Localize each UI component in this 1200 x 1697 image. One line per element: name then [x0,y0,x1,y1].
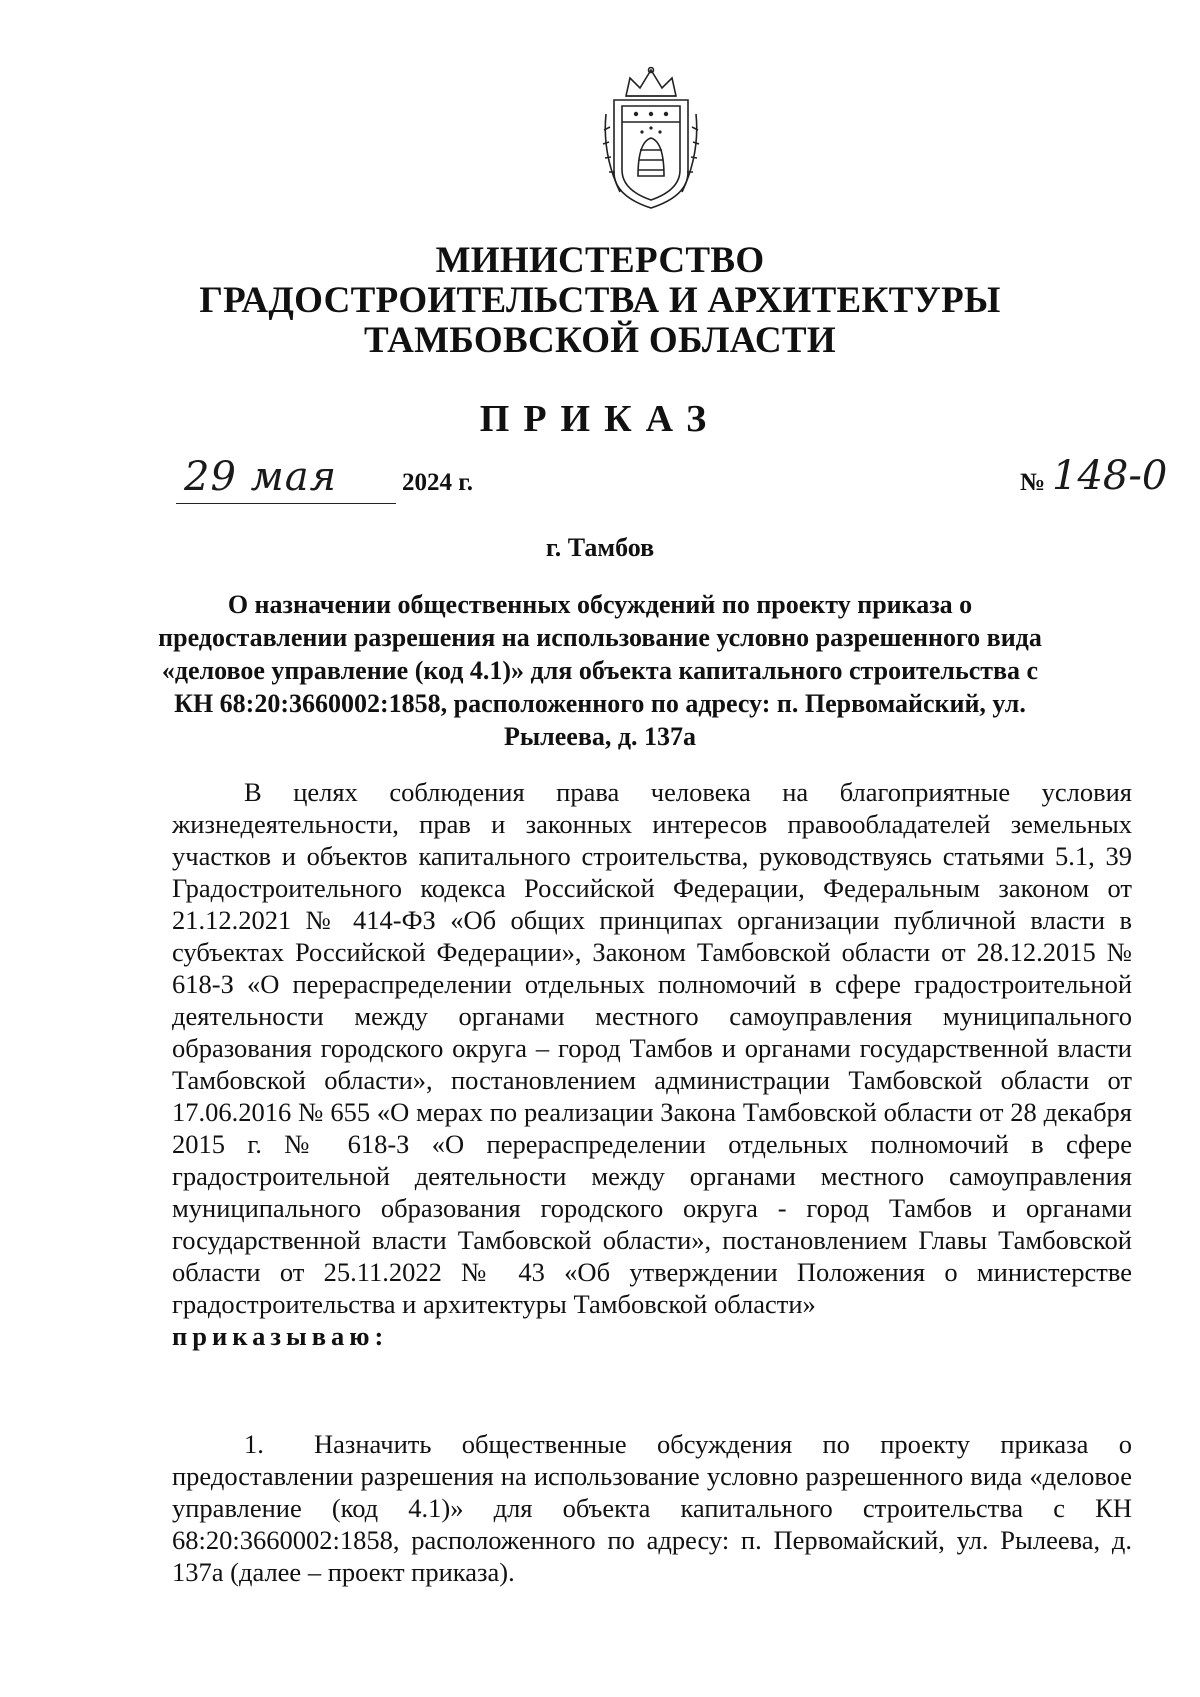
document-year: 2024 г. [402,469,474,496]
city-line: г. Тамбов [545,533,655,562]
preamble-paragraph [172,776,1132,1352]
ministry-name-line-1: МИНИСТЕРСТВО [435,240,765,281]
preamble-text: В целях соблюдения права человека на благоприятные условия жизнедеятельности, прав и законных интересов правообладателей земельных участков и объектов капитального строительства, руководствуясь статьями 5.1, 39 Градостроительного кодекса Российской Федерации, Федеральным законом от 21.12.2021 № 414-ФЗ «Об общих принципах организации публичной власти в субъектах Российской Федерации», Законом Тамбовской области от 28.12.2015 № 618-З «О перераспределении отдельных полномочий в сфере градостроительной деятельности между органами местного самоуправления муниципального образования городского округа – город Тамбов и органами государственной власти Тамбовской области», постановлением администрации Тамбовской области от 17.06.2016 № 655 «О мерах по реализации Закона Тамбовской области от 28 декабря 2015 г. № 618-З «О перераспределении отдельных полномочий в сфере градостроительной деятельности между органами местного самоуправления муниципального образования городского округа - город Тамбов и органами государственной власти Тамбовской области», постановлением Главы Тамбовской области от 25.11.2022 № 43 «Об утверждении Положения о министерстве градостроительства и архитектуры Тамбовской области» [172,777,1132,1319]
handwritten-date: 29 мая [184,454,338,500]
number-label: № [1020,469,1046,496]
order-word: приказываю: [172,1321,389,1351]
tambov-coat-of-arms-icon [596,64,706,214]
ministry-name-line-2: ГРАДОСТРОИТЕЛЬСТВА И АРХИТЕКТУРЫ [199,280,1001,321]
ministry-name-line-3: ТАМБОВСКОЙ ОБЛАСТИ [364,320,836,361]
item-number: 1. [244,1429,264,1459]
handwritten-number: 148-0 [1052,453,1168,499]
item-text: Назначить общественные обсуждения по проекту приказа о предоставлении разрешения на использование условно разрешенного вида «деловое управление (код 4.1)» для объекта капитального строительства с КН 68:20:3660002:1858, расположенного по адресу: п. Первомайский, ул. Рылеева, д. 137а (далее – проект приказа). [172,1429,1132,1587]
order-item-1 [172,1428,1132,1588]
order-subject: О назначении общественных обсуждений по проекту приказа о предоставлении разрешения на использование условно разрешенного вида «деловое управление (код 4.1)» для объекта капитального строительства с КН 68:20:3660002:1858, расположенного по адресу: п. Первомайский, ул. Рылеева, д. 137а [158,590,1042,751]
document-type-title: ПРИКАЗ [479,398,721,440]
